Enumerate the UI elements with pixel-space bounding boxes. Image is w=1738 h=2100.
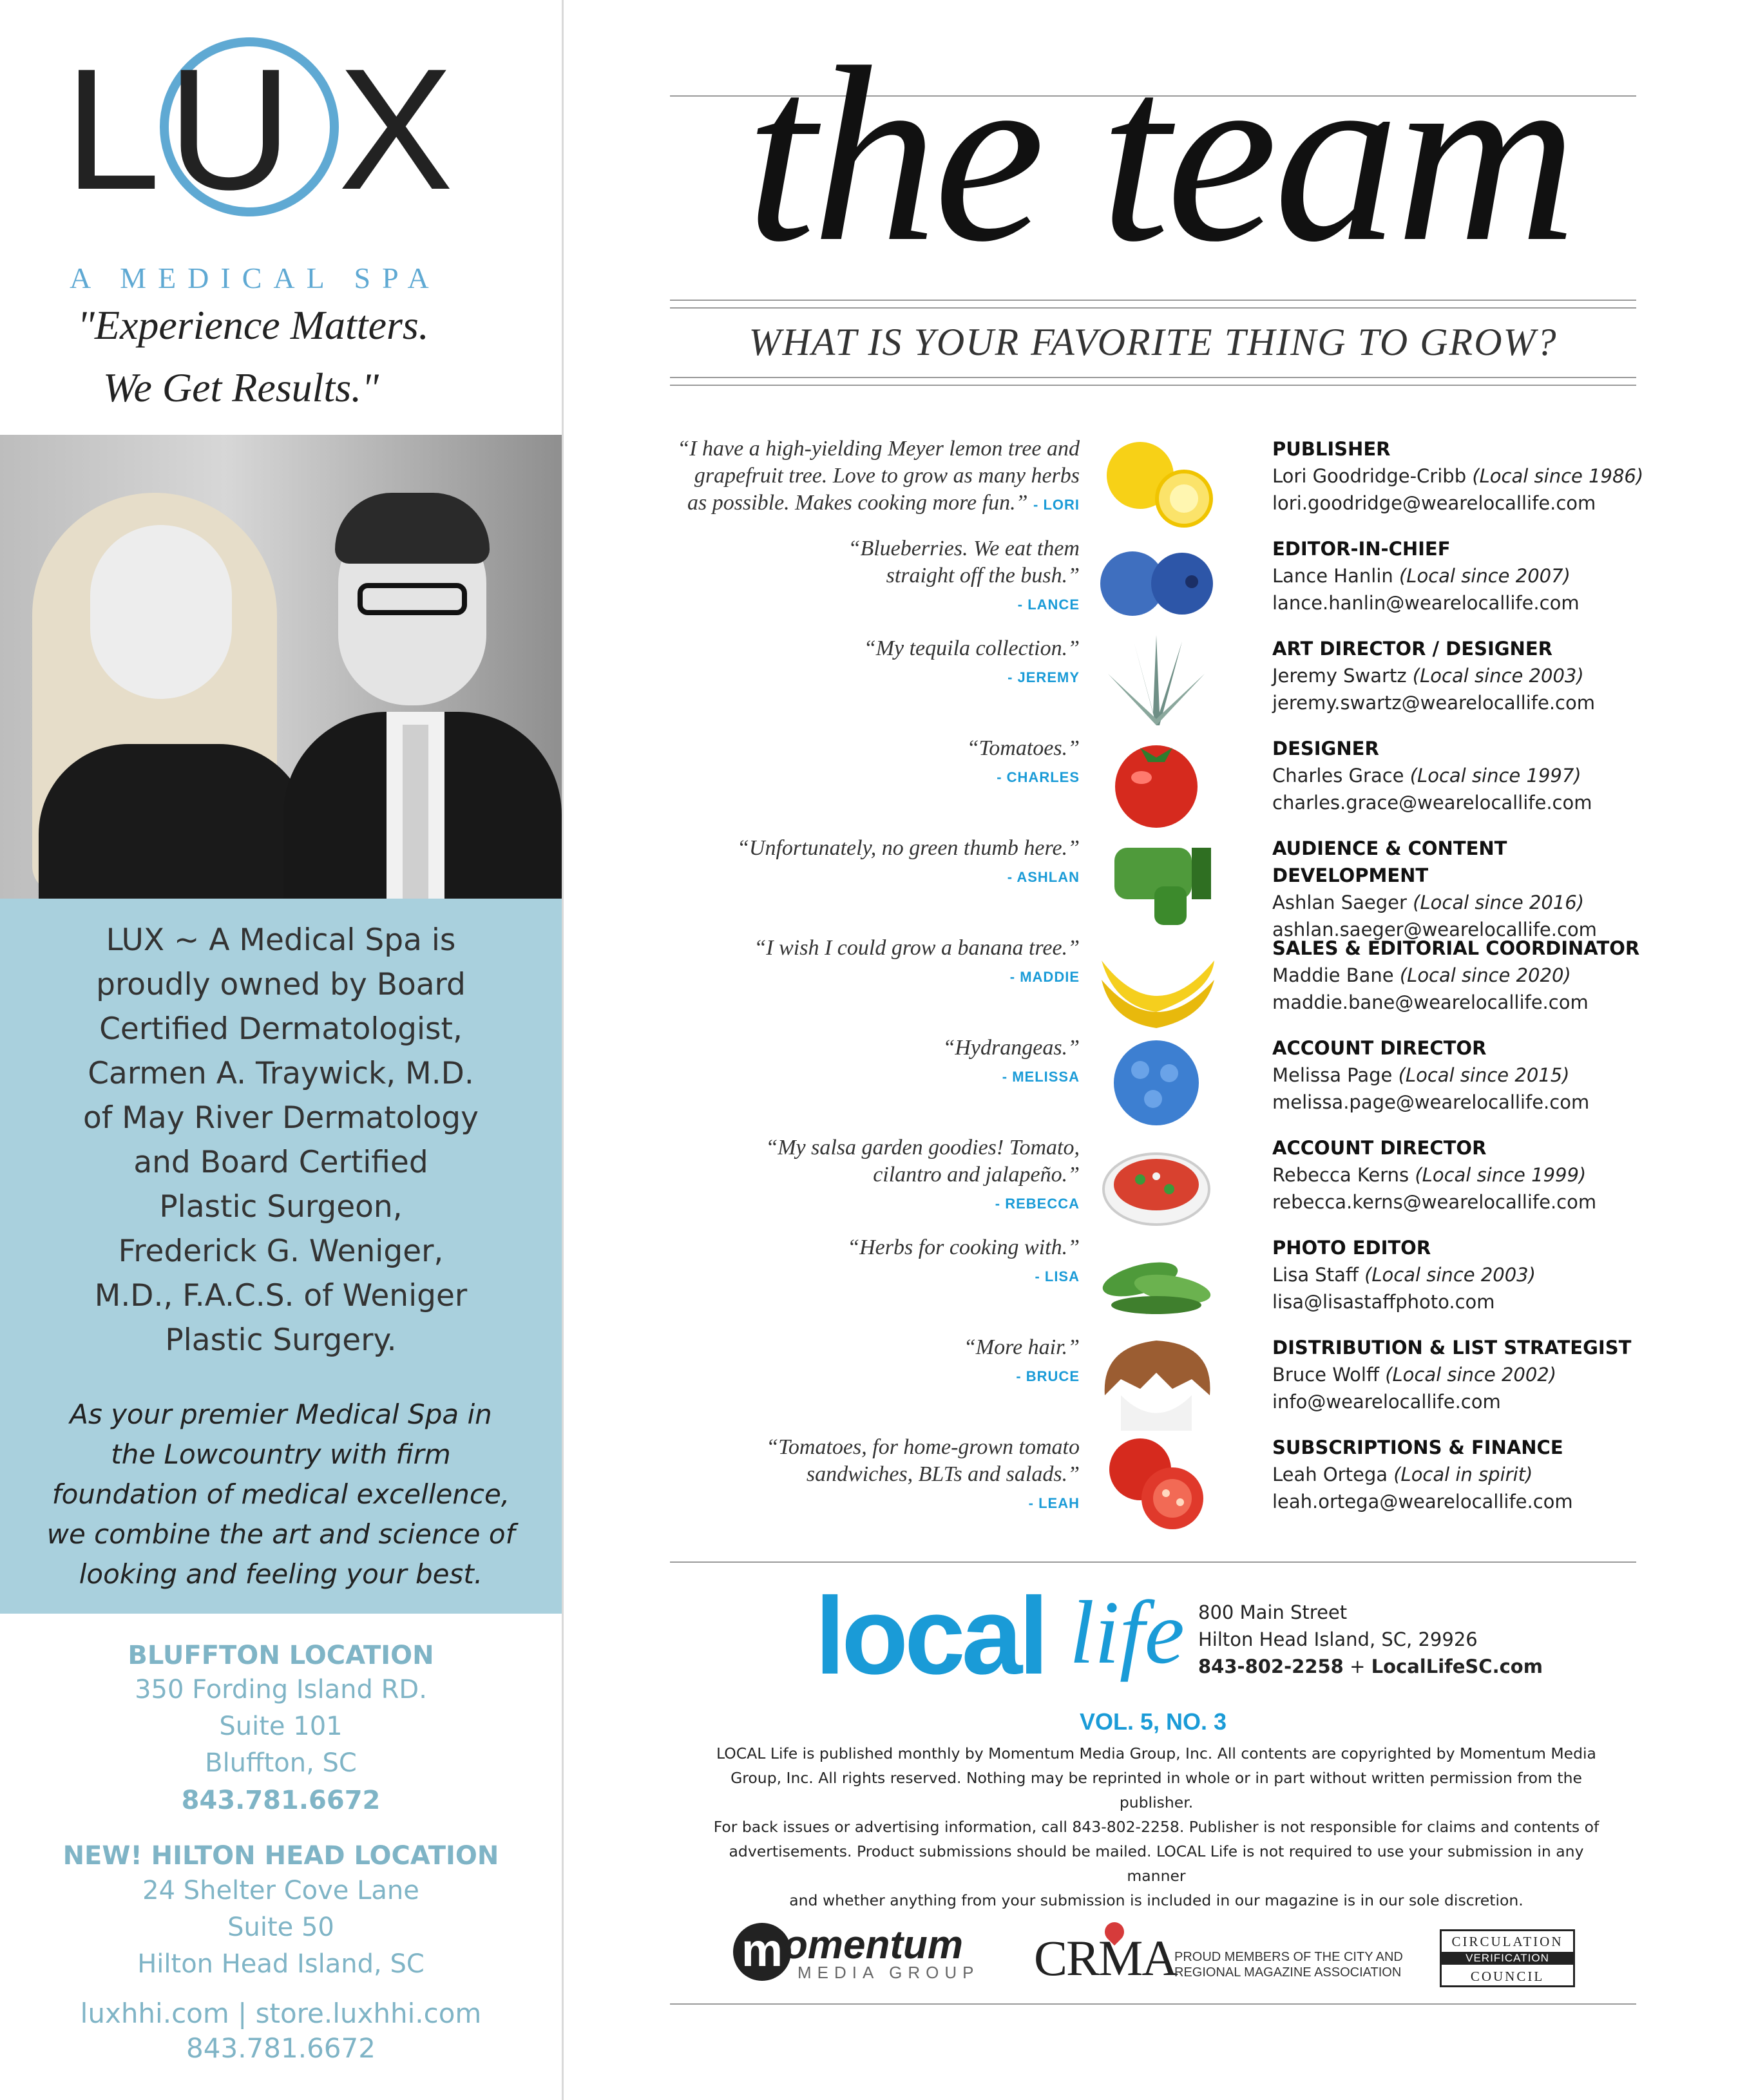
member-local-since: (Local since 2020): [1399, 964, 1571, 986]
ownership-text: [26, 918, 536, 1362]
team-member-row: [644, 1234, 1643, 1331]
cvc-line: VERIFICATION: [1442, 1952, 1573, 1965]
member-info: [1272, 1234, 1659, 1315]
member-email[interactable]: info@wearelocallife.com: [1272, 1391, 1501, 1413]
mission-text-line: the Lowcountry with firm: [111, 1438, 451, 1470]
publication-disclaimer: [705, 1741, 1607, 1913]
member-role: PHOTO EDITOR: [1272, 1237, 1431, 1259]
member-info: [1272, 535, 1659, 616]
member-name: Lori Goodridge-Cribb: [1272, 465, 1473, 487]
hilton-head-address-line: Hilton Head Island, SC: [137, 1949, 425, 1979]
member-info: [1272, 735, 1659, 816]
member-quote: [629, 1035, 1080, 1091]
quote-line: sandwiches, BLTs and salads.”: [806, 1462, 1080, 1486]
page-question: WHAT IS YOUR FAVORITE THING TO GROW?: [749, 321, 1558, 363]
member-name-line: [1272, 562, 1659, 589]
member-quote: [629, 835, 1080, 891]
publisher-phone[interactable]: 843-802-2258: [1198, 1656, 1344, 1677]
member-name: Maddie Bane: [1272, 964, 1400, 986]
ownership-text-line: proudly owned by Board: [96, 967, 466, 1002]
momentum-word: omentum: [783, 1923, 963, 1967]
quote-line: “Blueberries. We eat them: [848, 537, 1080, 560]
logo-life-word: life: [1069, 1583, 1185, 1683]
quote-line: “My tequila collection.”: [863, 636, 1080, 660]
quote-line: “I have a high-yielding Meyer lemon tree and: [677, 437, 1080, 461]
publisher-website[interactable]: LocalLifeSC.com: [1371, 1656, 1543, 1677]
lux-logo-letter: X: [338, 32, 454, 225]
member-local-since: (Local in spirit): [1393, 1464, 1533, 1485]
rule: [670, 1561, 1636, 1563]
member-name-line: [1272, 1161, 1659, 1188]
member-info: [1272, 1334, 1659, 1415]
member-name-line: [1272, 1461, 1659, 1488]
member-local-since: (Local since 2002): [1385, 1364, 1557, 1386]
bluffton-address-line: Suite 101: [219, 1712, 343, 1741]
cvc-line: CIRCULATION: [1451, 1934, 1563, 1949]
member-email[interactable]: ashlan.saeger@wearelocallife.com: [1272, 919, 1597, 940]
member-role: SUBSCRIPTIONS & FINANCE: [1272, 1437, 1563, 1458]
member-name-line: [1272, 762, 1659, 789]
address-line: Hilton Head Island, SC, 29926: [1198, 1628, 1478, 1650]
hilton-head-address-line: Suite 50: [227, 1913, 334, 1942]
quote-line: “Hydrangeas.”: [942, 1036, 1080, 1060]
team-member-row: [644, 735, 1643, 832]
quote-line: as possible. Makes cooking more fun.” - LORI: [687, 491, 1080, 515]
member-name: Lance Hanlin: [1272, 565, 1399, 587]
member-quote: [629, 1134, 1080, 1217]
member-email[interactable]: lori.goodridge@wearelocallife.com: [1272, 492, 1596, 514]
member-role: ACCOUNT DIRECTOR: [1272, 1137, 1487, 1159]
member-signature: - LORI: [1033, 497, 1080, 513]
member-local-since: (Local since 2003): [1412, 665, 1584, 687]
agave-icon: [1095, 635, 1218, 732]
crma-text: PROUD MEMBERS OF THE CITY AND REGIONAL MAGAZINE ASSOCIATION: [1174, 1950, 1403, 1980]
momentum-media-group-logo: [733, 1923, 984, 1987]
mission-text-line: As your premier Medical Spa in: [70, 1398, 492, 1430]
lux-subtitle: A MEDICAL SPA: [70, 262, 441, 294]
member-name-line: [1272, 662, 1659, 689]
member-email[interactable]: leah.ortega@wearelocallife.com: [1272, 1491, 1573, 1513]
lux-logo: [64, 32, 502, 225]
quote-line: “Tomatoes, for home-grown tomato: [766, 1435, 1080, 1459]
address-line: 800 Main Street: [1198, 1601, 1348, 1623]
salsa-bowl-icon: [1095, 1134, 1218, 1231]
member-role: DESIGNER: [1272, 738, 1379, 759]
rule: [670, 377, 1636, 378]
hydrangea-icon: [1095, 1035, 1218, 1131]
lux-website-links[interactable]: luxhhi.com | store.luxhhi.com: [80, 1998, 482, 2029]
team-member-row: [644, 1035, 1643, 1131]
member-info: [1272, 1134, 1659, 1216]
member-signature: - LISA: [1035, 1268, 1080, 1284]
publisher-address: [1198, 1599, 1636, 1680]
member-name: Charles Grace: [1272, 765, 1410, 787]
crma-logo: [1034, 1926, 1403, 1986]
member-name-line: [1272, 962, 1659, 989]
member-name: Rebecca Kerns: [1272, 1164, 1415, 1186]
team-member-row: [644, 435, 1643, 532]
team-member-row: [644, 635, 1643, 732]
member-email[interactable]: rebecca.kerns@wearelocallife.com: [1272, 1191, 1597, 1213]
member-info: [1272, 1434, 1659, 1515]
member-name: Leah Ortega: [1272, 1464, 1394, 1485]
member-quote: [629, 1234, 1080, 1290]
member-quote: [629, 435, 1080, 519]
member-quote: [629, 935, 1080, 991]
quote-line: “Unfortunately, no green thumb here.”: [737, 836, 1080, 860]
member-name-line: [1272, 889, 1659, 916]
rule: [670, 307, 1636, 309]
member-local-since: (Local since 2007): [1399, 565, 1571, 587]
member-info: [1272, 935, 1659, 1016]
ownership-text-line: M.D., F.A.C.S. of Weniger: [94, 1278, 468, 1313]
crma-word: CRMA: [1034, 1930, 1177, 1986]
member-signature: - BRUCE: [1016, 1368, 1080, 1384]
quote-line: “Tomatoes.”: [966, 736, 1080, 760]
column-divider: [562, 0, 564, 2100]
member-quote: [629, 735, 1080, 791]
rule: [670, 2003, 1636, 2005]
member-signature: - LEAH: [1028, 1495, 1080, 1511]
member-name: Ashlan Saeger: [1272, 892, 1413, 913]
bluffton-address-line: 350 Fording Island RD.: [135, 1675, 427, 1704]
team-member-row: [644, 935, 1643, 1031]
banana-icon: [1095, 935, 1218, 1031]
member-email[interactable]: charles.grace@wearelocallife.com: [1272, 792, 1592, 814]
thumbs-down-icon: [1095, 835, 1218, 931]
member-email[interactable]: lisa@lisastaffphoto.com: [1272, 1291, 1495, 1313]
quote-line: “I wish I could grow a banana tree.”: [754, 936, 1080, 960]
team-member-row: [644, 1334, 1643, 1431]
ownership-text-line: Carmen A. Traywick, M.D.: [88, 1056, 474, 1091]
herbs-icon: [1095, 1234, 1218, 1331]
quote-line: grapefruit tree. Love to grow as many herbs: [694, 464, 1080, 488]
lux-advertisement: [0, 0, 562, 2100]
volume-number: VOL. 5, NO. 3: [1079, 1708, 1227, 1735]
lux-logo-letter: L: [64, 32, 161, 225]
ownership-text-line: LUX ~ A Medical Spa is: [106, 922, 456, 958]
member-local-since: (Local since 1986): [1472, 465, 1644, 487]
member-signature: - REBECCA: [995, 1196, 1080, 1212]
member-name-line: [1272, 1361, 1659, 1388]
quote-line: “Herbs for cooking with.”: [847, 1236, 1080, 1259]
member-name-line: [1272, 1062, 1659, 1089]
member-local-since: (Local since 1997): [1409, 765, 1581, 787]
ownership-text-line: of May River Dermatology: [83, 1100, 479, 1136]
member-quote: [629, 535, 1080, 618]
disclaimer-line: LOCAL Life is published monthly by Momentum Media Group, Inc. All contents are copyrighted by Momentum Media: [716, 1744, 1596, 1762]
member-signature: - MADDIE: [1009, 969, 1080, 985]
member-email[interactable]: melissa.page@wearelocallife.com: [1272, 1091, 1590, 1113]
member-role: ART DIRECTOR / DESIGNER: [1272, 638, 1552, 660]
quote-line: “My salsa garden goodies! Tomato,: [765, 1136, 1080, 1160]
member-role: ACCOUNT DIRECTOR: [1272, 1037, 1487, 1059]
owners-photo: [0, 435, 562, 899]
sliced-tomato-icon: [1095, 1434, 1218, 1531]
disclaimer-line: and whether anything from your submission is included in our magazine is in our sole discretion.: [789, 1891, 1523, 1909]
member-signature: - JEREMY: [1007, 669, 1080, 685]
plus-separator: +: [1350, 1656, 1366, 1677]
bluffton-phone[interactable]: 843.781.6672: [181, 1786, 381, 1815]
quote-line: “More hair.”: [963, 1335, 1080, 1359]
team-member-row: [644, 1434, 1643, 1531]
ownership-text-line: and Board Certified: [133, 1145, 428, 1180]
member-quote: [629, 635, 1080, 691]
member-info: [1272, 835, 1659, 943]
member-info: [1272, 1035, 1659, 1116]
bluffton-address-line: Bluffton, SC: [205, 1748, 357, 1778]
lux-tagline: We Get Results.": [103, 365, 379, 410]
cvc-line: COUNCIL: [1470, 1969, 1545, 1984]
member-role: DISTRIBUTION & LIST STRATEGIST: [1272, 1337, 1632, 1359]
ownership-text-line: Plastic Surgery.: [165, 1322, 397, 1358]
member-role: EDITOR-IN-CHIEF: [1272, 538, 1451, 560]
member-signature: - LANCE: [1017, 597, 1080, 613]
member-local-since: (Local since 2016): [1413, 892, 1585, 913]
disclaimer-line: Group, Inc. All rights reserved. Nothing may be reprinted in whole or in part without written permission from the publisher.: [731, 1769, 1582, 1811]
member-email[interactable]: maddie.bane@wearelocallife.com: [1272, 991, 1589, 1013]
member-info: [1272, 435, 1659, 517]
member-local-since: (Local since 2015): [1398, 1064, 1570, 1086]
team-member-row: [644, 1134, 1643, 1231]
page-title: the team: [745, 15, 1574, 294]
member-name: Jeremy Swartz: [1272, 665, 1413, 687]
member-name: Lisa Staff: [1272, 1264, 1365, 1286]
team-member-row: [644, 835, 1643, 940]
momentum-subtitle: MEDIA GROUP: [797, 1963, 980, 1982]
contact-line: [1198, 1653, 1636, 1680]
quote-line: straight off the bush.”: [886, 564, 1080, 587]
hilton-head-heading: NEW! HILTON HEAD LOCATION: [62, 1841, 499, 1871]
circulation-verification-council-logo: [1440, 1929, 1575, 1987]
ownership-text-line: Plastic Surgeon,: [159, 1189, 403, 1225]
member-email[interactable]: lance.hanlin@wearelocallife.com: [1272, 592, 1580, 614]
member-name: Melissa Page: [1272, 1064, 1399, 1086]
member-name: Bruce Wolff: [1272, 1364, 1386, 1386]
local-life-logo: [815, 1575, 1189, 1704]
ad-mission-text: [19, 1395, 542, 1594]
logo-local-word: local: [815, 1575, 1046, 1697]
mission-text-line: looking and feeling your best.: [79, 1558, 483, 1590]
member-local-since: (Local since 1999): [1415, 1164, 1587, 1186]
member-signature: - ASHLAN: [1007, 869, 1080, 885]
hilton-head-address-line: 24 Shelter Cove Lane: [142, 1876, 419, 1905]
disclaimer-line: advertisements. Product submissions should be mailed. LOCAL Life is not required to use your submission in any manner: [729, 1842, 1584, 1885]
team-member-row: [644, 535, 1643, 632]
ad-info-panel: [0, 899, 562, 1614]
disclaimer-line: For back issues or advertising information, call 843-802-2258. Publisher is not responsible for claims and contents of: [713, 1818, 1600, 1836]
lemon-icon: [1095, 435, 1218, 532]
lux-phone[interactable]: 843.781.6672: [186, 2032, 376, 2064]
rule: [670, 385, 1636, 386]
member-name-line: [1272, 1261, 1659, 1288]
momentum-mark: m: [733, 1923, 791, 1981]
quote-line: cilantro and jalapeño.”: [873, 1163, 1080, 1187]
member-local-since: (Local since 2003): [1364, 1264, 1536, 1286]
rule: [670, 300, 1636, 301]
mission-text-line: we combine the art and science of: [46, 1518, 515, 1550]
lux-logo-letter: U: [167, 32, 292, 225]
lux-tagline: "Experience Matters.: [77, 302, 429, 348]
blueberry-icon: [1095, 535, 1218, 632]
member-signature: - MELISSA: [1002, 1069, 1080, 1085]
ownership-text-line: Certified Dermatologist,: [99, 1011, 463, 1047]
member-role: PUBLISHER: [1272, 438, 1391, 460]
member-info: [1272, 635, 1659, 716]
member-quote: [629, 1334, 1080, 1390]
member-email[interactable]: jeremy.swartz@wearelocallife.com: [1272, 692, 1595, 714]
member-name-line: [1272, 463, 1659, 490]
bluffton-heading: BLUFFTON LOCATION: [128, 1641, 434, 1670]
member-role: AUDIENCE & CONTENT DEVELOPMENT: [1272, 837, 1507, 886]
member-role: SALES & EDITORIAL COORDINATOR: [1272, 937, 1640, 959]
hair-icon: [1095, 1334, 1218, 1431]
member-signature: - CHARLES: [997, 769, 1080, 785]
tomato-icon: [1095, 735, 1218, 832]
ownership-text-line: Frederick G. Weniger,: [118, 1234, 444, 1269]
mission-text-line: foundation of medical excellence,: [52, 1478, 510, 1510]
member-quote: [629, 1434, 1080, 1517]
